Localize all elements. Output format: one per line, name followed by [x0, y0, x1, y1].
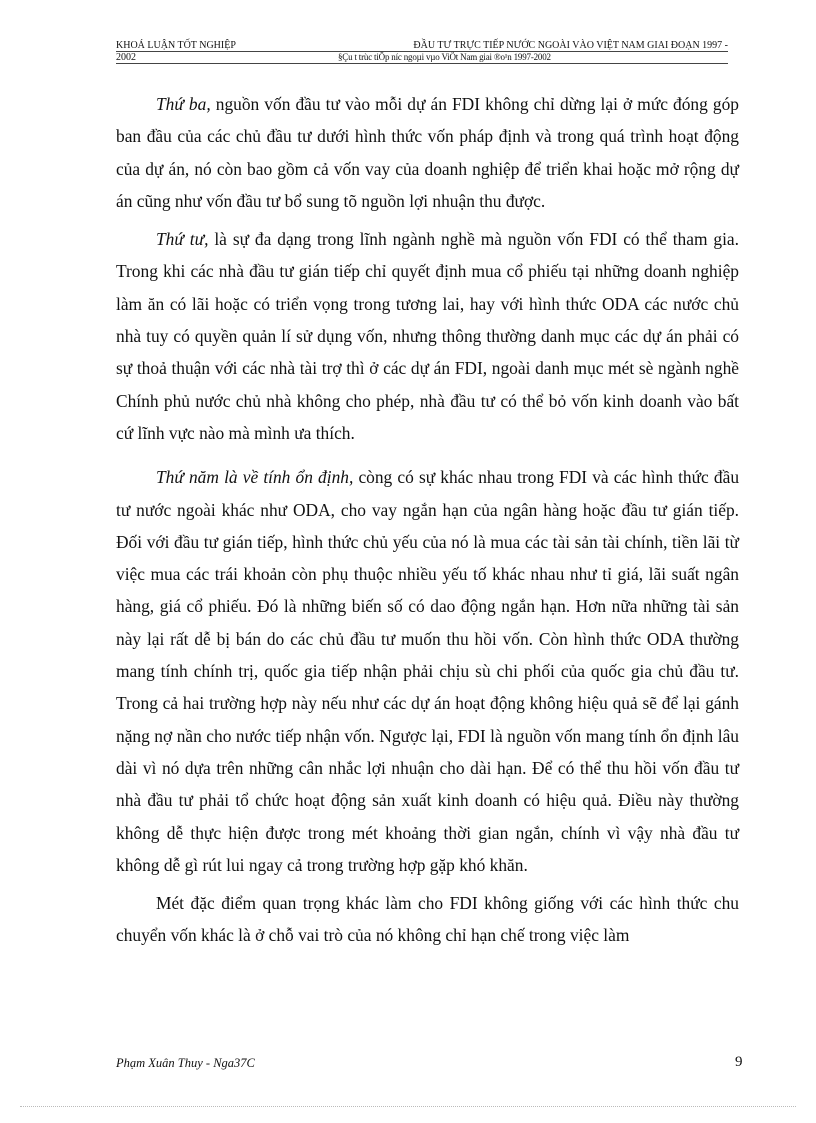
header-thesis-label: KHOÁ LUẬN TỐT NGHIỆP: [116, 40, 236, 51]
paragraph-thu-tu: [116, 223, 739, 449]
paragraph-text: Mét đặc điểm quan trọng khác làm cho FDI không giống với các hình thức chu chuyển vốn khác là ở chỗ vai trò của nó không chỉ hạn chế trong việc làm: [116, 893, 739, 946]
header-rule-2: [116, 63, 728, 64]
document-body: [116, 88, 739, 952]
paragraph-text: nguồn vốn đầu tư vào mỗi dự án FDI không chỉ dừng lại ở mức đóng góp ban đầu của các chủ đầu tư dưới hình thức vốn pháp định và trong quá trình hoạt động của dự án, nó còn bao gồm cả vốn vay của doanh nghiệp để triển khai hoặc mở rộng dự án cũng như vốn đầu tư bổ sung tõ nguồn lợi nhuận thu được.: [116, 94, 739, 211]
header-year-continuation: 2002: [116, 52, 136, 63]
paragraph-text: là sự đa dạng trong lĩnh ngành nghề mà nguồn vốn FDI có thể tham gia. Trong khi các nhà đầu tư gián tiếp chỉ quyết định mua cổ phiếu tại những doanh nghiệp làm ăn có lãi hoặc có triển vọng trong tương lai, hay với hình thức ODA các nước chủ nhà tuy có quyền quản lí sử dụng vốn, nhưng thông thường danh mục các dự án phải có sự thoả thuận với các nhà tài trợ thì ở các dự án FDI, ngoài danh mục mét sè ngành nghề Chính phủ nước chủ nhà không cho phép, nhà đầu tư có thể bỏ vốn kinh doanh vào bất cứ lĩnh vực nào mà mình ưa thích.: [116, 229, 739, 443]
header-line-2: [116, 52, 728, 63]
header-garbled-title: §Çu t trùc tiÕp níc ngoµi vµo ViÖt Nam giai ®o¹n 1997-2002: [338, 52, 551, 62]
paragraph-text: còng có sự khác nhau trong FDI và các hình thức đầu tư nước ngoài khác như ODA, cho vay ngắn hạn của ngân hàng hoặc đầu tư gián tiếp. Đối với đầu tư gián tiếp, hình thức chủ yếu của nó là mua các tài sản tài chính, tiền lãi từ việc mua các trái khoản còn phụ thuộc nhiều yếu tố khác nhau như tỉ giá, lãi suất ngân hàng, giá cổ phiếu. Đó là những biến số có dao động ngắn hạn. Hơn nữa những tài sản này lại rất dễ bị bán do các chủ đầu tư muốn thu hồi vốn. Còn hình thức ODA thường mang tính chính trị, quốc gia tiếp nhận phải chịu sù chi phối của quốc gia chủ đầu tư. Trong cả hai trường hợp này nếu như các dự án hoạt động không hiệu quả sẽ để lại gánh nặng nợ nần cho nước tiếp nhận vốn. Ngược lại, FDI là nguồn vốn mang tính ổn định lâu dài vì nó dựa trên những cân nhắc lợi nhuận cho dài hạn. Để có thể thu hồi vốn đầu tư nhà đầu tư phải tổ chức hoạt động sản xuất kinh doanh có hiệu quả. Điều này thường không dễ thực hiện được trong mét khoảng thời gian ngắn, chính vì vậy nhà đầu tư không dễ gì rút lui ngay cả trong trường hợp gặp khó khăn.: [116, 467, 740, 875]
paragraph-thu-ba: [116, 88, 739, 217]
paragraph-lead: Thứ ba,: [156, 94, 211, 114]
paragraph-lead: Thứ năm là về tính ổn định,: [156, 467, 354, 488]
paragraph-dac-diem: [116, 887, 739, 952]
paragraph-lead: Thứ tư,: [156, 229, 209, 250]
paragraph-thu-nam: [116, 461, 739, 881]
page-bottom-divider: [20, 1106, 796, 1107]
header-line-1: [116, 40, 728, 51]
page-number: 9: [735, 1054, 743, 1070]
header-thesis-title: ĐẦU TƯ TRỰC TIẾP NƯỚC NGOÀI VÀO VIỆT NAM GIAI ĐOẠN 1997 -: [413, 40, 728, 51]
footer-author: Phạm Xuân Thuy - Nga37C: [116, 1056, 255, 1070]
